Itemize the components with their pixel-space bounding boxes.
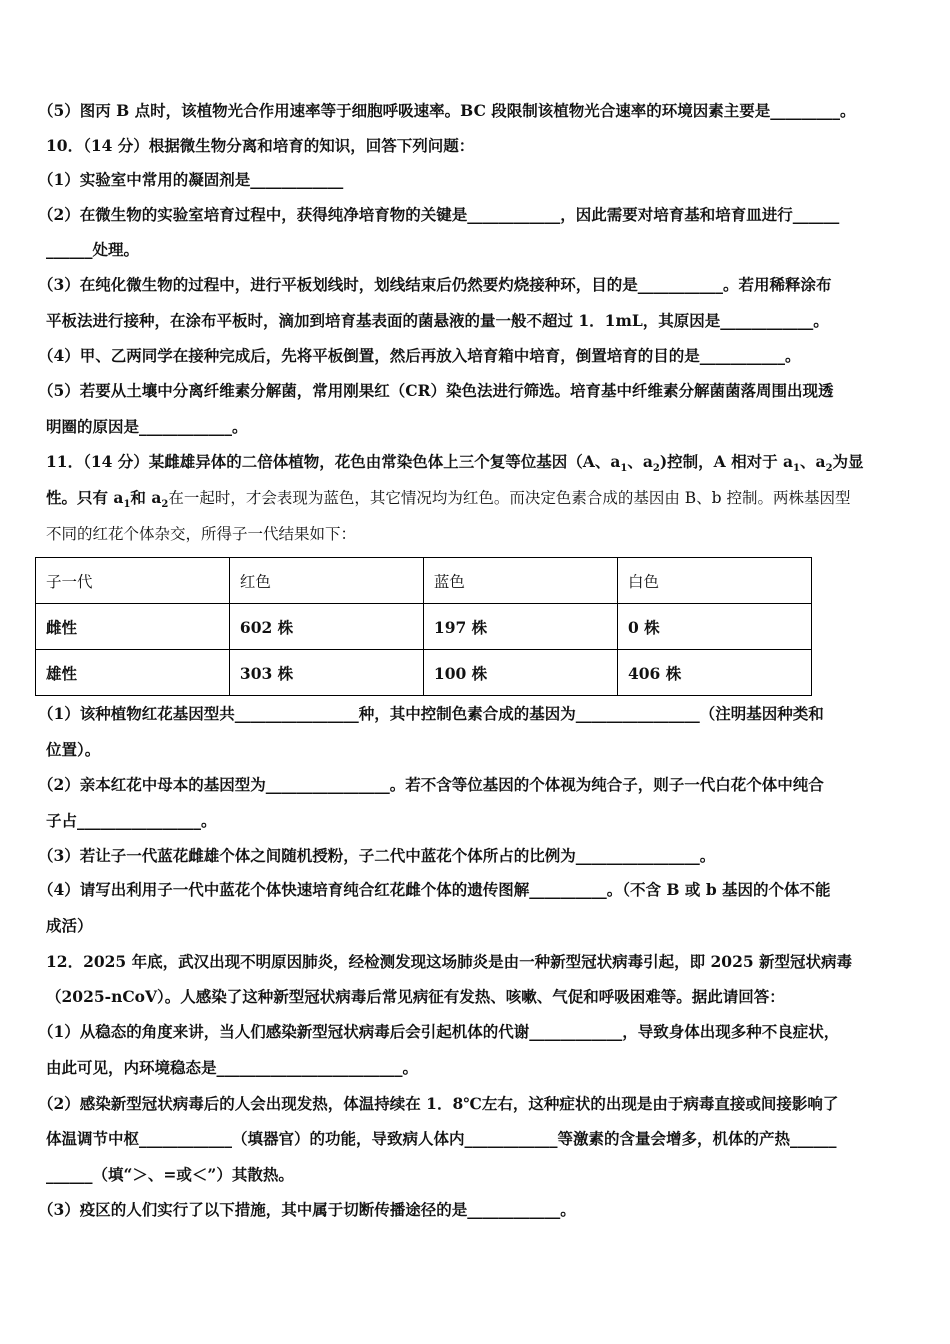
q11-part1: （1）该种植物红花基因型共________________种，其中控制色素合成的基因为________________（注明基因种类和 — [38, 704, 824, 723]
q11-part2-cont: 子占________________。 — [46, 811, 217, 830]
table-cell: 602 株 — [229, 604, 423, 650]
q11-part1-cont: 位置）。 — [46, 740, 101, 759]
q12-title: 12．2025 年底，武汉出现不明原因肺炎，经检测发现这场肺炎是由一种新型冠状病毒引起，即 2025 新型冠状病毒 — [46, 952, 853, 971]
table-header-cell: 子一代 — [36, 558, 230, 604]
table-cell: 雌性 — [36, 604, 230, 650]
table-row — [36, 650, 812, 696]
table-header-row — [36, 558, 812, 604]
q10-title: 10．（14 分）根据微生物分离和培育的知识，回答下列问题： — [46, 136, 475, 155]
q11-part4-cont: 成活） — [46, 916, 93, 935]
q9-part5: （5）图丙 B 点时，该植物光合作用速率等于细胞呼吸速率。BC 段限制该植物光合速率的环境因素主要是_________。 — [38, 101, 856, 120]
q12-part2-cont: 体温调节中枢____________（填器官）的功能，导致病人体内____________等激素的含量会增多，机体的产热______ — [46, 1129, 837, 1148]
q10-part1: （1）实验室中常用的凝固剂是____________ — [38, 170, 344, 189]
table-cell: 197 株 — [423, 604, 617, 650]
q11-title: 11．（14 分）某雌雄异体的二倍体植物，花色由常染色体上三个复等位基因（A、$a_1$、$a_2$)控制，A 相对于 $a_1$、$a_2$为显 — [46, 452, 864, 475]
table-header-cell: 红色 — [229, 558, 423, 604]
table-cell: 100 株 — [423, 650, 617, 696]
table-row — [36, 604, 812, 650]
q10-part5: （5）若要从土壤中分离纤维素分解菌，常用刚果红（CR）染色法进行筛选。培育基中纤维素分解菌菌落周围出现透 — [38, 381, 834, 400]
q10-part2: （2）在微生物的实验室培育过程中，获得纯净培育物的关键是____________，因此需要对培育基和培育皿进行______ — [38, 205, 840, 224]
q10-part5-cont: 明圈的原因是____________。 — [46, 417, 248, 436]
q11-line3: 不同的红花个体杂交，所得子一代结果如下： — [46, 525, 357, 543]
q12-part1-cont: 由此可见，内环境稳态是________________________。 — [46, 1058, 419, 1077]
q10-part3-cont: 平板法进行接种，在涂布平板时，滴加到培育基表面的菌悬液的量一般不超过 1．1mL，其原因是____________。 — [46, 311, 829, 330]
q12-part3: （3）疫区的人们实行了以下措施，其中属于切断传播途径的是____________。 — [38, 1200, 576, 1219]
q11-part4: （4）请写出利用子一代中蓝花个体快速培育纯合红花雌个体的遗传图解__________。（不含 B 或 b 基因的个体不能 — [38, 880, 831, 899]
table-cell: 406 株 — [617, 650, 811, 696]
q10-part2-cont: ______处理。 — [46, 240, 140, 259]
q11-part3: （3）若让子一代蓝花雌雄个体之间随机授粉，子二代中蓝花个体所占的比例为________________。 — [38, 846, 716, 865]
table-cell: 303 株 — [229, 650, 423, 696]
q10-part3: （3）在纯化微生物的过程中，进行平板划线时，划线结束后仍然要灼烧接种环，目的是___________。若用稀释涂布 — [38, 275, 832, 294]
table-header-cell: 白色 — [617, 558, 811, 604]
table-header-cell: 蓝色 — [423, 558, 617, 604]
q10-part4: （4）甲、乙两同学在接种完成后，先将平板倒置，然后再放入培育箱中培育，倒置培育的目的是___________。 — [38, 346, 801, 365]
q12-part2: （2）感染新型冠状病毒后的人会出现发热，体温持续在 1．8℃左右，这种症状的出现是由于病毒直接或间接影响了 — [38, 1094, 839, 1113]
q12-line2: （2025-nCoV）。人感染了这种新型冠状病毒后常见病征有发热、咳嗽、气促和呼吸困难等。据此请回答： — [46, 987, 785, 1006]
table-cell: 0 株 — [617, 604, 811, 650]
table-cell: 雄性 — [36, 650, 230, 696]
q11-part2: （2）亲本红花中母本的基因型为________________。若不含等位基因的个体视为纯合子，则子一代白花个体中纯合 — [38, 775, 824, 794]
offspring-table — [35, 557, 812, 696]
q12-part1: （1）从稳态的角度来讲，当人们感染新型冠状病毒后会引起机体的代谢____________，导致身体出现多种不良症状， — [38, 1022, 840, 1041]
q11-line2: 性。只有 $a_1$和 $a_2$在一起时，才会表现为蓝色，其它情况均为红色。而决定色素合成的基因由 B、b 控制。两株基因型 — [46, 488, 851, 511]
q12-part2-cont2: ______（填“＞、=或＜”）其散热。 — [46, 1165, 294, 1184]
